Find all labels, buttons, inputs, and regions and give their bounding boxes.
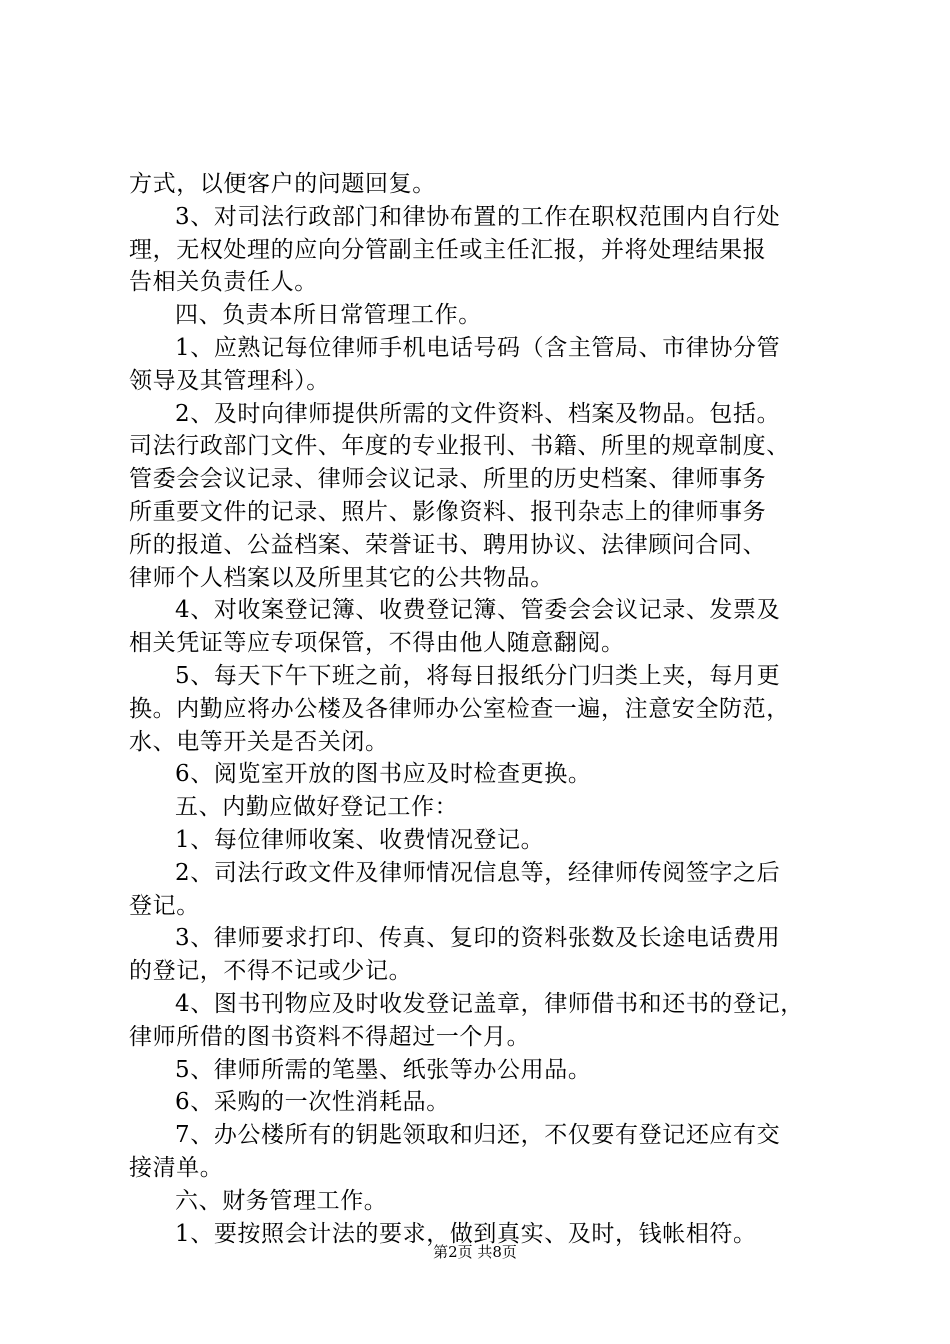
text-line: 的登记，不得不记或少记。 (129, 958, 413, 985)
text-line: 1、每位律师收案、收费情况登记。 (175, 826, 545, 853)
text-line: 六、财务管理工作。 (175, 1187, 388, 1214)
text-line: 4、对收案登记簿、收费登记簿、管委会会议记录、发票及 (175, 597, 781, 624)
text-line: 2、司法行政文件及律师情况信息等，经律师传阅签字之后 (175, 859, 781, 886)
text-line: 3、律师要求打印、传真、复印的资料张数及长途电话费用 (175, 925, 781, 952)
text-line: 接清单。 (129, 1154, 224, 1181)
text-line: 管委会会议记录、律师会议记录、所里的历史档案、律师事务 (129, 466, 767, 493)
text-line: 5、律师所需的笔墨、纸张等办公用品。 (175, 1056, 592, 1083)
text-line: 律师所借的图书资料不得超过一个月。 (129, 1023, 531, 1050)
text-line: 五、内勤应做好登记工作： (175, 794, 459, 821)
text-line: 登记。 (129, 892, 200, 919)
text-line: 司法行政部门文件、年度的专业报刊、书籍、所里的规章制度、 (129, 433, 790, 460)
text-line: 律师个人档案以及所里其它的公共物品。 (129, 564, 554, 591)
text-line: 4、图书刊物应及时收发登记盖章，律师借书和还书的登记， (175, 990, 804, 1017)
text-line: 3、对司法行政部门和律协布置的工作在职权范围内自行处 (175, 203, 781, 230)
text-line: 方式，以便客户的问题回复。 (129, 171, 436, 197)
text-line: 告相关负责任人。 (129, 269, 318, 296)
text-line: 所的报道、公益档案、荣誉证书、聘用协议、法律顾问合同、 (129, 531, 767, 558)
text-line: 水、电等开关是否关闭。 (129, 728, 389, 755)
text-line: 6、阅览室开放的图书应及时检查更换。 (175, 761, 592, 788)
document-body (129, 168, 834, 1250)
text-line: 7、办公楼所有的钥匙领取和归还，不仅要有登记还应有交 (175, 1122, 781, 1149)
text-line: 所重要文件的记录、照片、影像资料、报刊杂志上的律师事务 (129, 498, 767, 525)
text-line: 领导及其管理科）。 (129, 367, 330, 394)
page-number-footer: 第2页 共8页 (433, 1243, 517, 1261)
text-line: 1、应熟记每位律师手机电话号码（含主管局、市律协分管 (175, 334, 781, 361)
text-line: 换。内勤应将办公楼及各律师办公室检查一遍，注意安全防范， (129, 695, 790, 722)
text-line: 5、每天下午下班之前，将每日报纸分门归类上夹，每月更 (175, 662, 781, 689)
text-line: 6、采购的一次性消耗品。 (175, 1089, 450, 1116)
text-line: 2、及时向律师提供所需的文件资料、档案及物品。包括。 (175, 400, 781, 427)
text-line: 相关凭证等应专项保管，不得由他人随意翻阅。 (129, 630, 625, 657)
text-line: 理，无权处理的应向分管副主任或主任汇报，并将处理结果报 (129, 236, 767, 263)
text-line: 1、要按照会计法的要求，做到真实、及时，钱帐相符。 (175, 1220, 757, 1247)
text-line: 四、负责本所日常管理工作。 (175, 302, 482, 329)
